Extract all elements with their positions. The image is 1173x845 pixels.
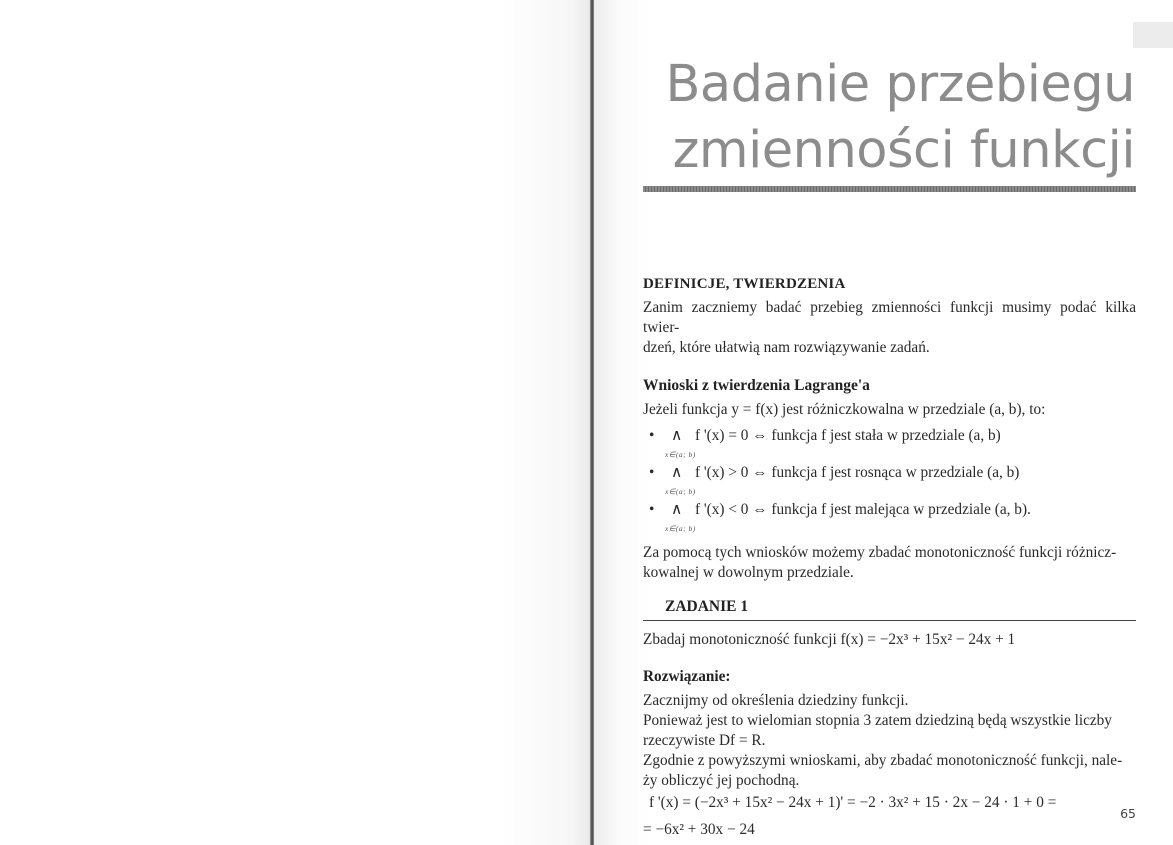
bullet-condition: f '(x) > 0 ⇔ funkcja f jest rosnąca w przedziale (a, b): [695, 464, 1020, 481]
quantifier-subscript: x∈(a; b): [665, 487, 696, 496]
conclusion-line-2: kowalnej w dowolnym przedziale.: [643, 564, 854, 581]
chapter-title-line-1: Badanie przebiegu: [665, 55, 1135, 114]
bullet-dot-icon: •: [649, 501, 655, 518]
section-heading: DEFINICJE, TWIERDZENIA: [643, 276, 846, 292]
conclusion-line-1: Za pomocą tych wniosków możemy zbadać monotoniczność funkcji różnicz-: [643, 544, 1117, 561]
solution-line-1: Zacznijmy od określenia dziedziny funkcji.: [643, 692, 909, 709]
intro-line-2: dzeń, które ułatwią nam rozwiązywanie zadań.: [643, 339, 930, 356]
exercise-task: Zbadaj monotoniczność funkcji f(x) = −2x³ + 15x² − 24x + 1: [643, 631, 1016, 648]
bullet-dot-icon: •: [649, 464, 655, 481]
corner-tab-mark: [1133, 22, 1173, 48]
quantifier-subscript: x∈(a; b): [665, 524, 696, 533]
list-item: [643, 426, 1136, 463]
for-all-quantifier: ∧: [671, 427, 683, 444]
derivative-formula-line-1: f '(x) = (−2x³ + 15x² − 24x + 1)' = −2 · 3x² + 15 · 2x − 24 · 1 + 0 =: [649, 794, 1057, 811]
solution-line-3: rzeczywiste Df = R.: [643, 732, 766, 749]
page-content: [643, 274, 1136, 840]
solution-heading: Rozwiązanie:: [643, 668, 731, 685]
solution-line-4: Zgodnie z powyższymi wnioskami, aby zbadać monotoniczność funkcji, nale-: [643, 752, 1123, 769]
lagrange-heading: Wnioski z twierdzenia Lagrange'a: [643, 377, 870, 394]
list-item: [643, 463, 1136, 500]
list-item: [643, 500, 1136, 537]
bullet-condition: f '(x) < 0 ⇔ funkcja f jest malejąca w przedziale (a, b).: [695, 501, 1031, 518]
bullet-condition: f '(x) = 0 ⇔ funkcja f jest stała w przedziale (a, b): [695, 427, 1001, 444]
chapter-title-line-2: zmienności funkcji: [672, 121, 1135, 180]
lagrange-premise: Jeżeli funkcja y = f(x) jest różniczkowalna w przedziale (a, b), to:: [643, 401, 1046, 418]
chapter-title: [655, 52, 1135, 184]
for-all-quantifier: ∧: [671, 501, 683, 518]
title-underline-rule: [643, 186, 1136, 192]
exercise-heading: ZADANIE 1: [643, 597, 1136, 621]
solution-line-2: Ponieważ jest to wielomian stopnia 3 zatem dziedziną będą wszystkie liczby: [643, 712, 1112, 729]
quantifier-subscript: x∈(a; b): [665, 450, 696, 459]
derivative-formula-line-2: = −6x² + 30x − 24: [643, 821, 755, 838]
lagrange-bullet-list: [643, 426, 1136, 537]
intro-line-1: Zanim zaczniemy badać przebieg zmienności funkcji musimy podać kilka twier-: [643, 299, 1136, 336]
bullet-dot-icon: •: [649, 427, 655, 444]
for-all-quantifier: ∧: [671, 464, 683, 481]
page-number: 65: [1120, 806, 1136, 821]
solution-line-5: ży obliczyć jej pochodną.: [643, 772, 800, 789]
